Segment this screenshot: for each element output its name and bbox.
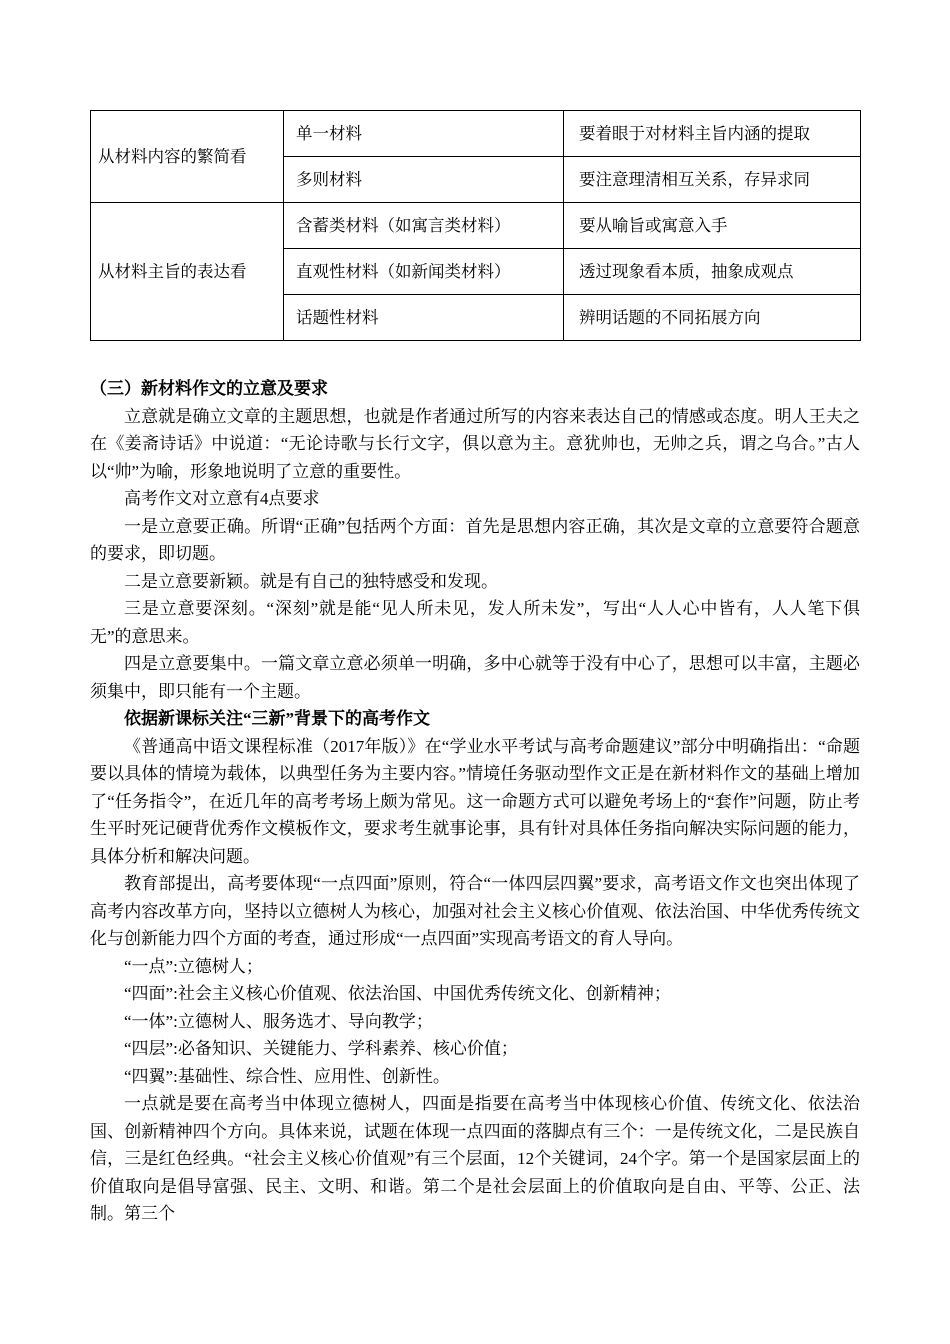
table-cell-note: 要从喻旨或寓意入手 (564, 203, 861, 249)
list-item: “四层”:必备知识、关键能力、学科素养、核心价值； (124, 1039, 518, 1058)
table-cell-group-label: 从材料内容的繁简看 (91, 111, 284, 203)
paragraph: 二是立意要新颖。就是有自己的独特感受和发现。 (124, 571, 498, 591)
list-item: “一体”:立德树人、服务选才、导向教学； (124, 1011, 433, 1031)
paragraph: 立意就是确立文章的主题思想，也就是作者通过所写的内容来表达自己的情感或态度。明人王夫之在《姜斋诗话》中说道：“无论诗歌与长行文字，俱以意为主。意犹帅也，无帅之兵，谓之乌合。”古人以“帅”为喻，形象地说明了立意的重要性。 (90, 406, 860, 481)
paragraph: 《普通高中语文课程标准（2017年版）》在“学业水平考试与高考命题建议”部分中明确指出：“命题要以具体的情境为载体，以典型任务为主要内容。”情境任务驱动型作文正是在新材料作文的基础上增加了“任务指令”，在近几年的高考考场上颇为常见。这一命题方式可以避免考场上的“套作”问题，防止考生平时死记硬背优秀作文模板作文，要求考生就事论事，具有针对具体任务指向解决实际问题的能力，具体分析和解决问题。 (90, 736, 860, 866)
list-item: “四翼”:基础性、综合性、应用性、创新性。 (124, 1066, 450, 1086)
list-item: “四面”:社会主义核心价值观、依法治国、中国优秀传统文化、创新精神； (124, 984, 671, 1003)
sub-heading: 依据新课标关注“三新”背景下的高考作文 (124, 709, 430, 728)
paragraph: 一是立意要正确。所谓“正确”包括两个方面：首先是思想内容正确，其次是文章的立意要符合题意的要求，即切题。 (90, 516, 860, 563)
document-body (90, 375, 860, 1228)
table-cell-note: 透过现象看本质，抽象成观点 (564, 249, 861, 295)
paragraph: 三是立意要深刻。“深刻”就是能“见人所未见，发人所未发”，写出“人人心中皆有，人人笔下俱无”的意思来。 (90, 599, 860, 646)
table-cell-material-type: 直观性材料（如新闻类材料） (284, 249, 564, 295)
table-cell-note: 辨明话题的不同拓展方向 (564, 295, 861, 341)
table-cell-material-type: 含蓄类材料（如寓言类材料） (284, 203, 564, 249)
table-cell-material-type: 单一材料 (284, 111, 564, 157)
table-cell-group-label: 从材料主旨的表达看 (91, 203, 284, 341)
material-analysis-table (90, 110, 861, 341)
paragraph: 高考作文对立意有4点要求 (124, 489, 320, 508)
table-row (91, 111, 861, 157)
list-item: “一点”:立德树人； (124, 956, 263, 976)
paragraph: 教育部提出，高考要体现“一点四面”原则，符合“一体四层四翼”要求，高考语文作文也突出体现了高考内容改革方向，坚持以立德树人为核心，加强对社会主义核心价值观、依法治国、中华优秀传统文化与创新能力四个方面的考查，通过形成“一点四面”实现高考语文的育人导向。 (90, 874, 860, 948)
table-cell-material-type: 话题性材料 (284, 295, 564, 341)
table-cell-note: 要注意理清相互关系，存异求同 (564, 157, 861, 203)
table-row (91, 203, 861, 249)
paragraph: 四是立意要集中。一篇文章立意必须单一明确，多中心就等于没有中心了，思想可以丰富，主题必须集中，即只能有一个主题。 (90, 654, 860, 701)
section-heading: （三）新材料作文的立意及要求 (90, 379, 328, 398)
table-cell-material-type: 多则材料 (284, 157, 564, 203)
table-cell-note: 要着眼于对材料主旨内涵的提取 (564, 111, 861, 157)
paragraph: 一点就是要在高考当中体现立德树人，四面是指要在高考当中体现核心价值、传统文化、依法治国、创新精神四个方向。具体来说，试题在体现一点四面的落脚点有三个：一是传统文化，二是民族自信，三是红色经典。“社会主义核心价值观”有三个层面，12个关键词，24个字。第一个是国家层面上的价值取向是倡导富强、民主、文明、和谐。第二个是社会层面上的价值取向是自由、平等、公正、法制。第三个 (90, 1094, 860, 1223)
